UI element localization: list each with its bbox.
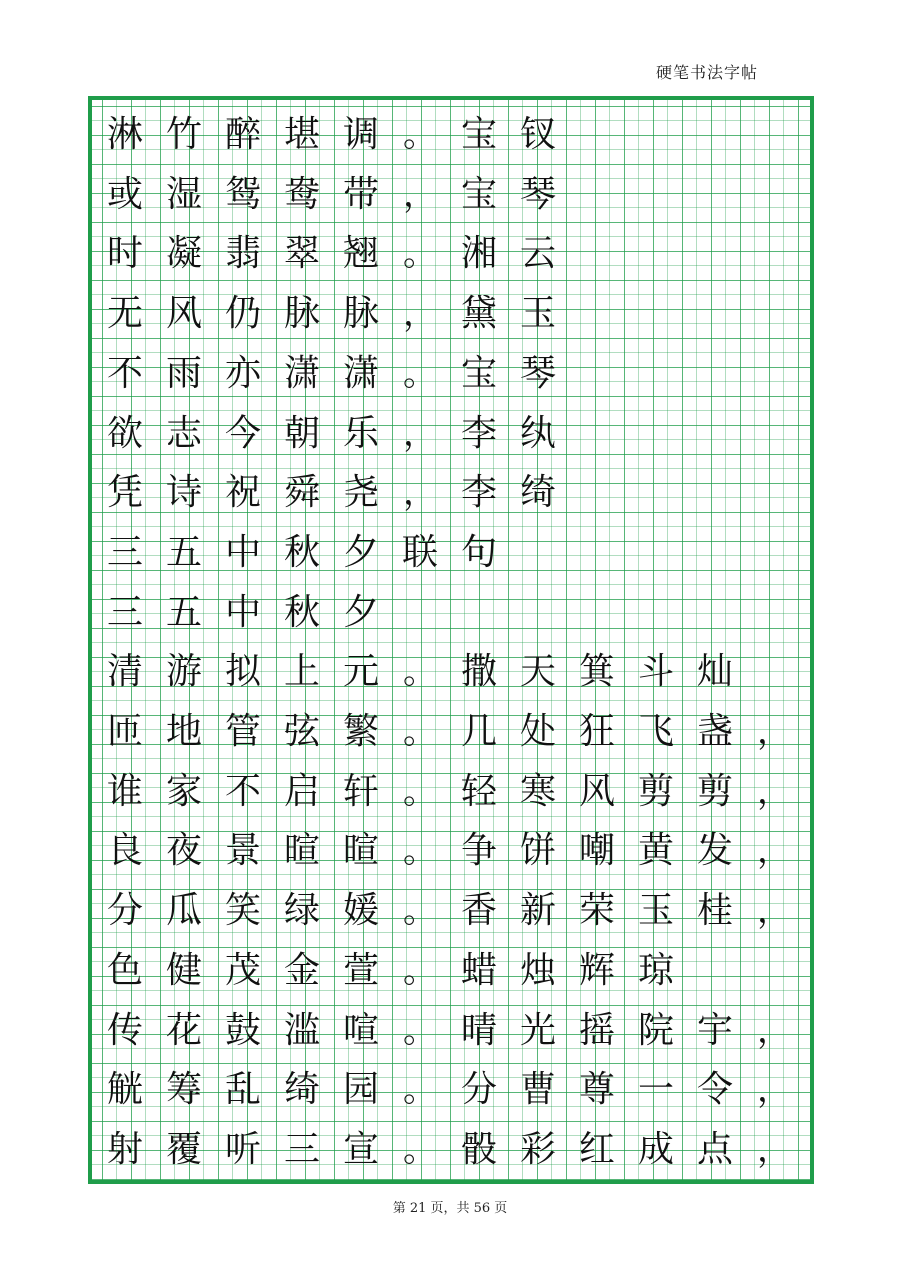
grid-character: 琴: [519, 173, 556, 215]
grid-character: [745, 345, 803, 403]
grid-character: 尊: [578, 1069, 615, 1111]
grid-character: 彩: [519, 1128, 556, 1170]
grid-character: 。: [403, 891, 437, 932]
grid-character: 家: [165, 770, 202, 812]
grid-character: 筹: [165, 1069, 202, 1111]
grid-character: [686, 225, 744, 283]
grid-character: 绿: [283, 890, 320, 932]
grid-character: 红: [578, 1128, 615, 1170]
grid-character: [627, 285, 685, 343]
grid-character: 弦: [283, 711, 320, 752]
grid-character: 觥: [106, 1069, 143, 1111]
grid-character: ，: [757, 771, 791, 812]
grid-character: 湿: [165, 173, 202, 215]
grid-character: 琴: [519, 352, 556, 394]
grid-character: 。: [403, 712, 437, 752]
grid-character: [568, 345, 626, 403]
grid-character: [745, 166, 803, 224]
grid-character: [745, 942, 803, 1000]
grid-character: 秋: [283, 531, 320, 573]
grid-character: 金: [283, 949, 320, 991]
grid-character: [745, 225, 803, 283]
grid-character: 晴: [460, 1009, 497, 1051]
grid-character: 时: [106, 233, 143, 275]
grid-character: [745, 643, 803, 701]
grid-character: 。: [403, 771, 437, 812]
grid-character: 成: [637, 1128, 674, 1170]
grid-character: 鼓: [224, 1009, 261, 1051]
grid-character: 荣: [578, 890, 615, 932]
grid-character: 云: [519, 233, 556, 275]
grid-character: 一: [637, 1069, 674, 1111]
grid-character: [627, 225, 685, 283]
grid-character: ，: [403, 174, 437, 215]
grid-character: ，: [757, 1070, 791, 1111]
grid-character: 尧: [342, 472, 379, 514]
grid-character: [686, 166, 744, 224]
grid-character: [686, 584, 744, 642]
grid-character: ，: [403, 473, 437, 514]
grid-character: 斗: [637, 651, 674, 693]
grid-character: 茂: [224, 949, 261, 991]
grid-character: [686, 464, 744, 522]
grid-character: 联: [401, 531, 438, 573]
grid-character: 喧: [342, 1009, 379, 1051]
grid-character: 覆: [165, 1128, 202, 1170]
grid-character: [686, 405, 744, 463]
grid-character: 拟: [224, 651, 261, 693]
grid-character: [745, 106, 803, 164]
grid-character: 色: [106, 949, 143, 991]
grid-character: 听: [224, 1128, 261, 1170]
grid-character: 饼: [519, 830, 556, 872]
grid-character: 祝: [224, 472, 261, 514]
grid-character: [686, 524, 744, 582]
grid-character: 三: [106, 591, 143, 633]
grid-character: 夕: [342, 531, 379, 573]
grid-character: [568, 584, 626, 642]
grid-character: [568, 524, 626, 582]
grid-character: 管: [224, 711, 261, 752]
grid-character: 景: [224, 830, 261, 872]
grid-character: 盏: [696, 711, 733, 752]
grid-character: 元: [342, 651, 379, 693]
grid-character: 瓜: [165, 890, 202, 932]
header-title: 硬笔书法字帖: [655, 63, 758, 82]
grid-character: 几: [460, 711, 497, 752]
grid-character: [568, 225, 626, 283]
grid-character: 。: [403, 831, 437, 872]
grid-character: [745, 464, 803, 522]
grid-character: 处: [519, 711, 556, 752]
grid-character: 风: [578, 770, 615, 812]
grid-character: ，: [757, 1129, 791, 1170]
grid-character: [568, 285, 626, 343]
grid-character: 曹: [519, 1069, 556, 1111]
grid-character: 鸯: [283, 173, 320, 215]
grid-character: 点: [696, 1128, 733, 1170]
grid-character: ，: [757, 891, 791, 932]
grid-character: 争: [460, 830, 497, 872]
grid-character: 宝: [460, 114, 497, 155]
grid-character: 天: [519, 651, 556, 693]
grid-character: 新: [519, 890, 556, 932]
grid-character: 箕: [578, 651, 615, 693]
grid-character: 句: [460, 531, 497, 573]
grid-character: ，: [403, 413, 437, 454]
grid-character: 脉: [342, 293, 379, 335]
grid-character: 清: [106, 651, 143, 693]
grid-character: [509, 584, 567, 642]
grid-character: [745, 584, 803, 642]
grid-character: 笑: [224, 890, 261, 932]
grid-character: 钗: [519, 114, 556, 155]
grid-character: [568, 405, 626, 463]
grid-character: [568, 106, 626, 164]
grid-row: [96, 703, 806, 761]
grid-character: 脉: [283, 293, 320, 335]
grid-character: 不: [224, 770, 261, 812]
grid-character: 五: [165, 531, 202, 573]
grid-row: [96, 106, 806, 164]
grid-character: [627, 106, 685, 164]
grid-character: 堪: [283, 114, 320, 155]
grid-character: 香: [460, 890, 497, 932]
page-number: 第 21 页，共 56 页: [392, 1201, 508, 1216]
grid-character: 宝: [460, 173, 497, 215]
grid-character: 灿: [696, 651, 733, 693]
grid-character: 媛: [342, 890, 379, 932]
grid-character: [745, 285, 803, 343]
grid-character: 或: [106, 173, 143, 215]
grid-character: ，: [757, 831, 791, 872]
grid-character: 摇: [578, 1009, 615, 1051]
grid-character: 舜: [283, 472, 320, 514]
grid-character: 匝: [106, 711, 143, 752]
grid-character: 琼: [637, 949, 674, 991]
grid-character: 地: [165, 711, 202, 752]
grid-character: 谁: [106, 770, 143, 812]
grid-character: 湘: [460, 233, 497, 275]
grid-character: 剪: [637, 770, 674, 812]
grid-character: 。: [403, 950, 437, 991]
grid-row: [96, 524, 806, 582]
grid-character: 夜: [165, 830, 202, 872]
grid-row: [96, 225, 806, 283]
grid-character: 传: [106, 1009, 143, 1051]
grid-character: 宣: [342, 1128, 379, 1170]
grid-character: 桂: [696, 890, 733, 932]
grid-row: [96, 1061, 806, 1119]
grid-character: 健: [165, 949, 202, 991]
grid-character: [686, 345, 744, 403]
grid-character: 轩: [342, 770, 379, 812]
grid-character: [686, 285, 744, 343]
grid-character: 分: [106, 890, 143, 932]
grid-character: [627, 405, 685, 463]
grid-character: 玉: [519, 293, 556, 335]
grid-character: 仍: [224, 293, 261, 335]
grid-character: 射: [106, 1128, 143, 1170]
grid-character: 烛: [519, 949, 556, 991]
grid-row: [96, 345, 806, 403]
grid-character: 醉: [224, 114, 261, 155]
grid-character: 寒: [519, 770, 556, 812]
grid-character: ，: [403, 294, 437, 335]
grid-character: 发: [696, 830, 733, 872]
grid-character: 三: [283, 1128, 320, 1170]
grid-character: 绮: [519, 472, 556, 514]
grid-character: 志: [165, 412, 202, 454]
grid-character: 凝: [165, 233, 202, 275]
grid-character: 。: [403, 1129, 437, 1170]
grid-character: 欲: [106, 412, 143, 454]
grid-row: [96, 285, 806, 343]
grid-row: [96, 763, 806, 821]
grid-character: 轻: [460, 770, 497, 812]
grid-character: 翘: [342, 233, 379, 275]
grid-row: [96, 464, 806, 522]
grid-character: 剪: [696, 770, 733, 812]
grid-character: 黄: [637, 830, 674, 872]
grid-character: 玉: [637, 890, 674, 932]
grid-character: [686, 942, 744, 1000]
grid-character: 骰: [460, 1128, 497, 1170]
grid-character: 院: [637, 1009, 674, 1051]
grid-character: ，: [757, 1010, 791, 1051]
grid-character: 萱: [342, 949, 379, 991]
grid-character: 乱: [224, 1069, 261, 1111]
grid-character: 李: [460, 472, 497, 514]
grid-character: 诗: [165, 472, 202, 514]
grid-character: 五: [165, 591, 202, 633]
grid-character: 暄: [283, 830, 320, 872]
grid-character: [627, 345, 685, 403]
grid-character: 潇: [342, 352, 379, 394]
grid-character: 启: [283, 770, 320, 812]
grid-character: 无: [106, 293, 143, 335]
grid-character: [745, 405, 803, 463]
grid-character: 乐: [342, 412, 379, 454]
grid-character: 园: [342, 1069, 379, 1111]
grid-character: 翡: [224, 233, 261, 275]
grid-character: 淋: [106, 114, 143, 155]
grid-character: 撒: [460, 651, 497, 693]
grid-character: 。: [403, 234, 437, 275]
grid-character: [686, 106, 744, 164]
grid-character: 。: [403, 1070, 437, 1111]
grid-character: 翠: [283, 233, 320, 275]
grid-character: 游: [165, 651, 202, 693]
grid-character: 中: [224, 531, 261, 573]
grid-character: 亦: [224, 352, 261, 394]
grid-character: ，: [757, 712, 791, 752]
grid-character: 黛: [460, 293, 497, 335]
grid-row: [96, 822, 806, 880]
grid-character: [627, 464, 685, 522]
grid-character: 光: [519, 1009, 556, 1051]
grid-character: 宝: [460, 352, 497, 394]
grid-character: 鸳: [224, 173, 261, 215]
grid-character: 凭: [106, 472, 143, 514]
grid-character: 辉: [578, 949, 615, 991]
grid-rows: [96, 106, 806, 1174]
grid-character: 滥: [283, 1009, 320, 1051]
grid-character: 繁: [342, 711, 379, 752]
grid-character: 带: [342, 173, 379, 215]
grid-character: 。: [403, 1010, 437, 1051]
grid-character: 良: [106, 830, 143, 872]
grid-character: 三: [106, 531, 143, 573]
grid-character: [745, 524, 803, 582]
grid-row: [96, 1002, 806, 1060]
grid-character: [568, 166, 626, 224]
grid-character: [568, 464, 626, 522]
grid-character: 风: [165, 293, 202, 335]
grid-row: [96, 882, 806, 940]
grid-character: 令: [696, 1069, 733, 1111]
grid-character: 花: [165, 1009, 202, 1051]
grid-character: [391, 584, 449, 642]
grid-character: 今: [224, 412, 261, 454]
grid-character: 中: [224, 591, 261, 633]
grid-character: 雨: [165, 352, 202, 394]
grid-row: [96, 405, 806, 463]
grid-row: [96, 1121, 806, 1179]
grid-character: [450, 584, 508, 642]
grid-character: 纨: [519, 412, 556, 454]
grid-row: [96, 166, 806, 224]
grid-row: [96, 584, 806, 642]
grid-character: 调: [342, 114, 379, 155]
grid-character: [509, 524, 567, 582]
grid-character: 狂: [578, 711, 615, 752]
copybook-grid: [88, 96, 814, 1184]
grid-character: 秋: [283, 591, 320, 633]
grid-character: 。: [403, 115, 437, 155]
grid-character: 竹: [165, 114, 202, 155]
grid-character: 暄: [342, 830, 379, 872]
grid-character: 李: [460, 412, 497, 454]
grid-character: [627, 524, 685, 582]
grid-character: 不: [106, 352, 143, 394]
grid-character: 蜡: [460, 949, 497, 991]
grid-character: 嘲: [578, 830, 615, 872]
grid-character: [627, 166, 685, 224]
grid-row: [96, 942, 806, 1000]
grid-character: 上: [283, 651, 320, 693]
grid-character: 潇: [283, 352, 320, 394]
grid-character: 分: [460, 1069, 497, 1111]
grid-character: 宇: [696, 1009, 733, 1051]
grid-character: 。: [403, 652, 437, 693]
grid-character: 朝: [283, 412, 320, 454]
grid-character: 夕: [342, 591, 379, 633]
grid-character: 。: [403, 353, 437, 394]
grid-character: 飞: [637, 711, 674, 752]
grid-character: [627, 584, 685, 642]
grid-row: [96, 643, 806, 701]
grid-character: 绮: [283, 1069, 320, 1111]
